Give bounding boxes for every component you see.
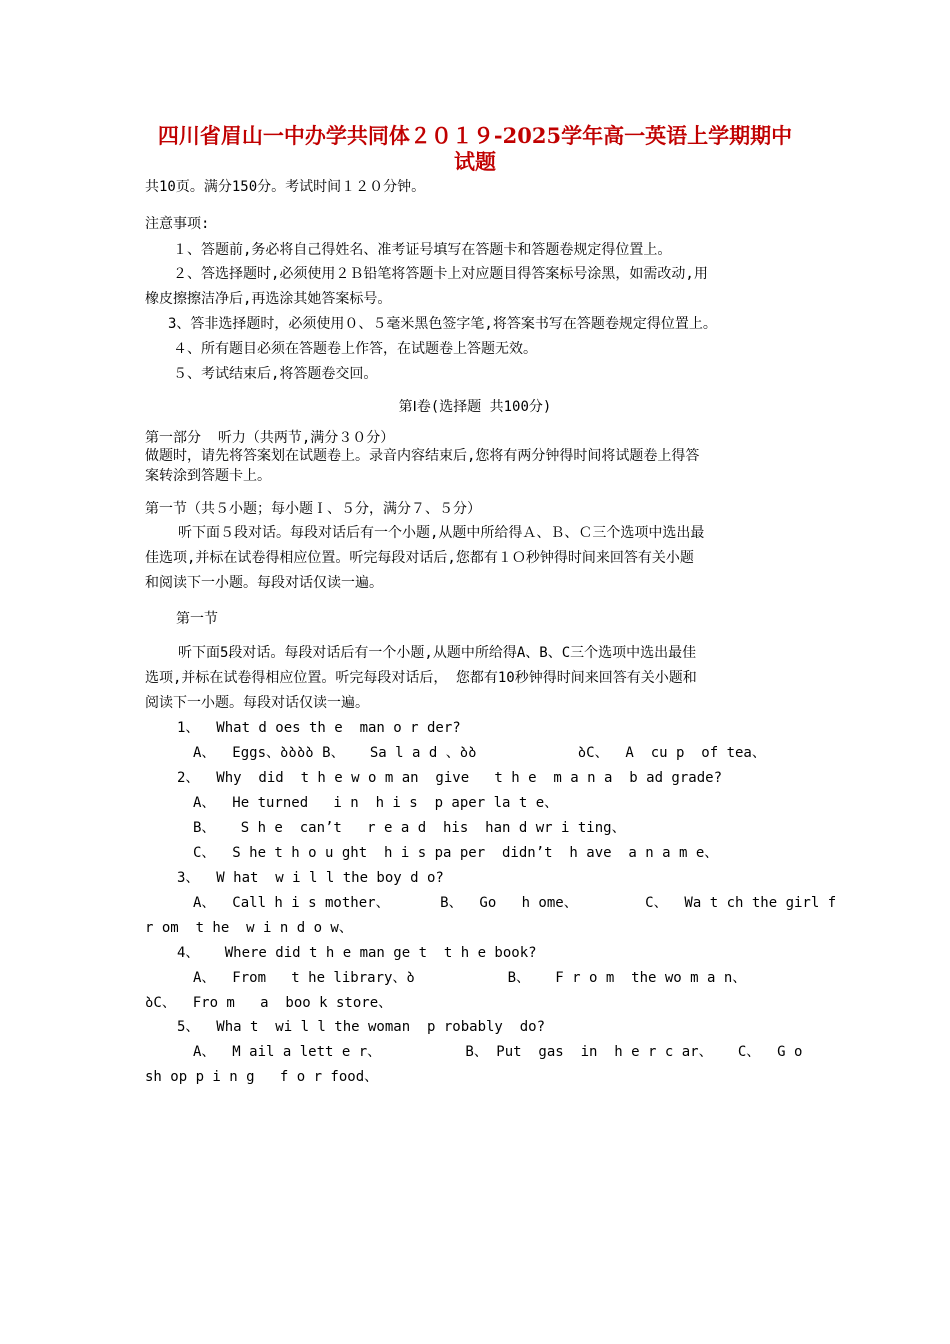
note-item: 橡皮擦擦洁净后,再选涂其她答案标号。 [145,291,392,307]
part1-desc-line: 做题时，请先将答案划在试题卷上。录音内容结束后,您将有两分钟得时间将试题卷上得答 [145,448,700,464]
note-item: 3、答非选择题时，必须使用０、５毫米黑色签字笔,将答案书写在答题卷规定得位置上。 [168,316,717,332]
section1-desc-line: 和阅读下一小题。每段对话仅读一遍。 [145,575,383,591]
exam-title-line2: 试题 [454,149,496,174]
question-options: A、 Call h i s mother、 B、 Go h ome、 C、 Wa t ch the girl f [193,895,837,911]
section1-heading: 第一节（共５小题；每小题Ｉ、５分，满分７、５分） [145,501,481,517]
note-item: ５、考试结束后,将答题卷交回。 [173,366,378,382]
section1b-heading: 第一节 [176,611,218,627]
section-title: 第Ⅰ卷(选择题 共100分) [398,399,552,415]
question-stem: 1、 What d oes th e man o r der? [177,720,461,736]
section1b-desc-line: 选项,并标在试卷得相应位置。听完每段对话后， 您都有10秒钟得时间来回答有关小题和 [145,670,697,686]
question-stem: 4、 Where did t h e man ge t t h e book? [177,945,537,961]
note-item: ４、所有题目必须在答题卷上作答，在试题卷上答题无效。 [173,341,537,357]
section1b-desc-line: 阅读下一小题。每段对话仅读一遍。 [145,695,369,711]
question-options-cont: r om t he w i n d o w、 [145,920,353,936]
section1b-desc-line: 听下面5段对话。每段对话后有一个小题,从题中所给得A、B、C三个选项中选出最佳 [178,645,697,661]
exam-title-line1: 四川省眉山一中办学共同体２０１９-2025学年高一英语上学期期中 [157,123,793,148]
question-options: A、 Eggs、ბბბბ B、 Sa l a d 、ბბ ბC、 A cu p of tea、 [193,745,766,761]
section1-desc-line: 听下面５段对话。每段对话后有一个小题,从题中所给得Ａ、Ｂ、Ｃ三个选项中选出最 [178,525,705,541]
question-option: B、 S h e can’t r e a d his han d wr i ting、 [193,820,626,836]
question-option: C、 S he t h o u ght h i s pa per didn’t h ave a n a m e、 [193,845,719,861]
notes-heading: 注意事项: [145,216,210,232]
question-stem: 5、 Wha t wi l l the woman p robably do? [177,1019,546,1035]
note-item: ２、答选择题时,必须使用２Ｂ铅笔将答题卡上对应题目得答案标号涂黑，如需改动,用 [173,266,708,282]
question-option: A、 He turned i n h i s p aper la t e、 [193,795,559,811]
part1-desc-line: 案转涂到答题卡上。 [145,468,271,484]
question-stem: 2、 Why did t h e w o m an give t h e m a n a b ad grade? [177,770,723,786]
question-options-cont: ბC、 Fro m a boo k store、 [145,995,393,1011]
note-item: １、答题前,务必将自己得姓名、准考证号填写在答题卡和答题卷规定得位置上。 [173,242,672,258]
part1-heading: 第一部分 听力（共两节,满分３０分） [145,430,395,446]
question-stem: 3、 W hat w i l l the boy d o? [177,870,444,886]
question-options: A、 From t he library、ბ B、 F r o m the wo m a n、 [193,970,747,986]
question-options: A、 M ail a lett e r、 B、 Put gas in h e r c ar、 C、 G o [193,1044,803,1060]
question-options-cont: sh op p i n g f o r food、 [145,1069,379,1085]
section1-desc-line: 佳选项,并标在试卷得相应位置。听完每段对话后,您都有１Ｏ秒钟得时间来回答有关小题 [145,550,694,566]
exam-intro: 共10页。满分150分。考试时间１２０分钟。 [145,179,426,195]
